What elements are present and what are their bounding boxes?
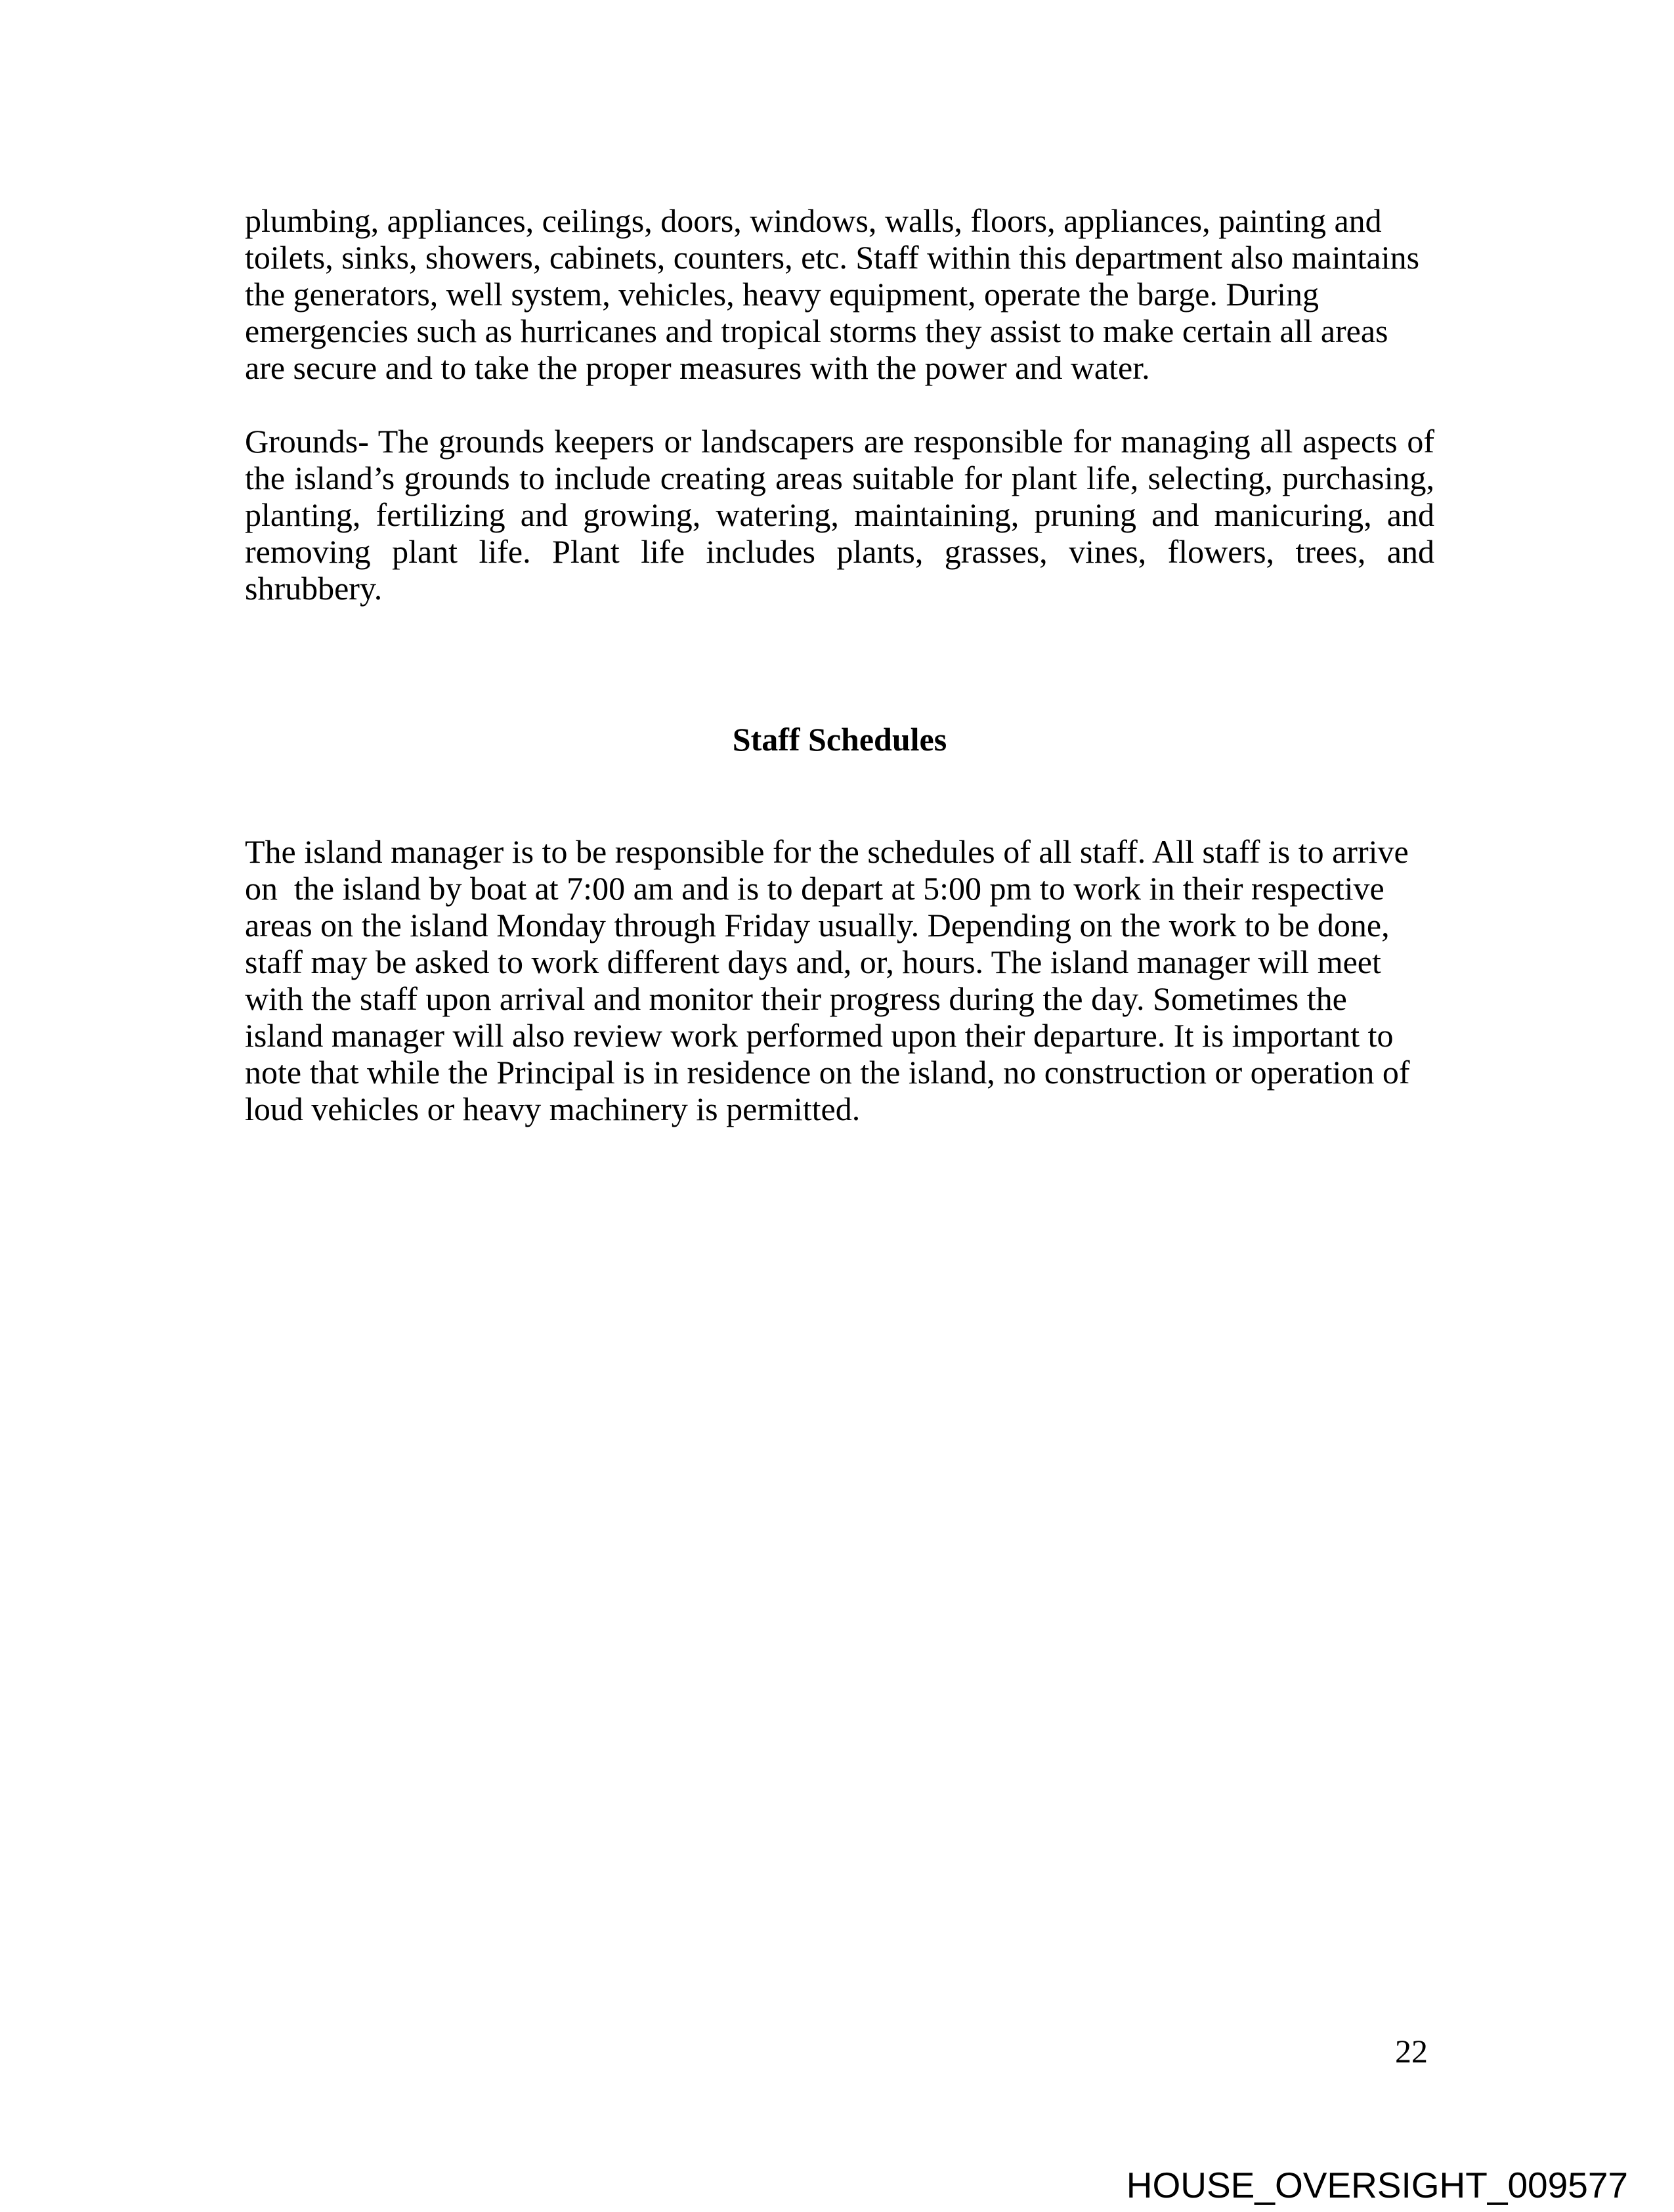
section-heading: Staff Schedules (732, 721, 947, 758)
text-line: shrubbery. (245, 570, 383, 607)
text-line: planting, fertilizing and growing, watering, maintaining, pruning and manicuring, and (245, 496, 1434, 533)
document-body (245, 202, 1434, 1127)
text-line: staff may be asked to work different days and, or, hours. The island manager will meet (245, 943, 1381, 980)
text-line: note that while the Principal is in residence on the island, no construction or operation of (245, 1054, 1410, 1091)
text-line: toilets, sinks, showers, cabinets, counters, etc. Staff within this department also maintains (245, 239, 1420, 276)
text-line: island manager will also review work performed upon their departure. It is important to (245, 1017, 1394, 1054)
paragraph-schedules (245, 833, 1434, 1127)
text-line: removing plant life. Plant life includes plants, grasses, vines, flowers, trees, and (245, 533, 1434, 570)
text-line: Grounds- The grounds keepers or landscapers are responsible for managing all aspects of (245, 423, 1434, 460)
text-line: loud vehicles or heavy machinery is permitted. (245, 1091, 861, 1127)
text-line: plumbing, appliances, ceilings, doors, windows, walls, floors, appliances, painting and (245, 202, 1382, 239)
bates-stamp: HOUSE_OVERSIGHT_009577 (1126, 2165, 1628, 2205)
text-line: the generators, well system, vehicles, heavy equipment, operate the barge. During (245, 276, 1320, 313)
text-line: The island manager is to be responsible for the schedules of all staff. All staff is to arrive (245, 833, 1409, 870)
text-line: the island’s grounds to include creating areas suitable for plant life, selecting, purchasing, (245, 460, 1434, 496)
page-number: 22 (1395, 2033, 1428, 2070)
text-line: are secure and to take the proper measures with the power and water. (245, 349, 1150, 386)
text-line: areas on the island Monday through Friday usually. Depending on the work to be done, (245, 907, 1390, 943)
text-line: emergencies such as hurricanes and tropical storms they assist to make certain all areas (245, 313, 1388, 349)
paragraph-grounds (245, 423, 1434, 607)
text-line: on the island by boat at 7:00 am and is to depart at 5:00 pm to work in their respective (245, 870, 1384, 907)
text-line: with the staff upon arrival and monitor their progress during the day. Sometimes the (245, 980, 1347, 1017)
paragraph-maintenance (245, 202, 1434, 386)
